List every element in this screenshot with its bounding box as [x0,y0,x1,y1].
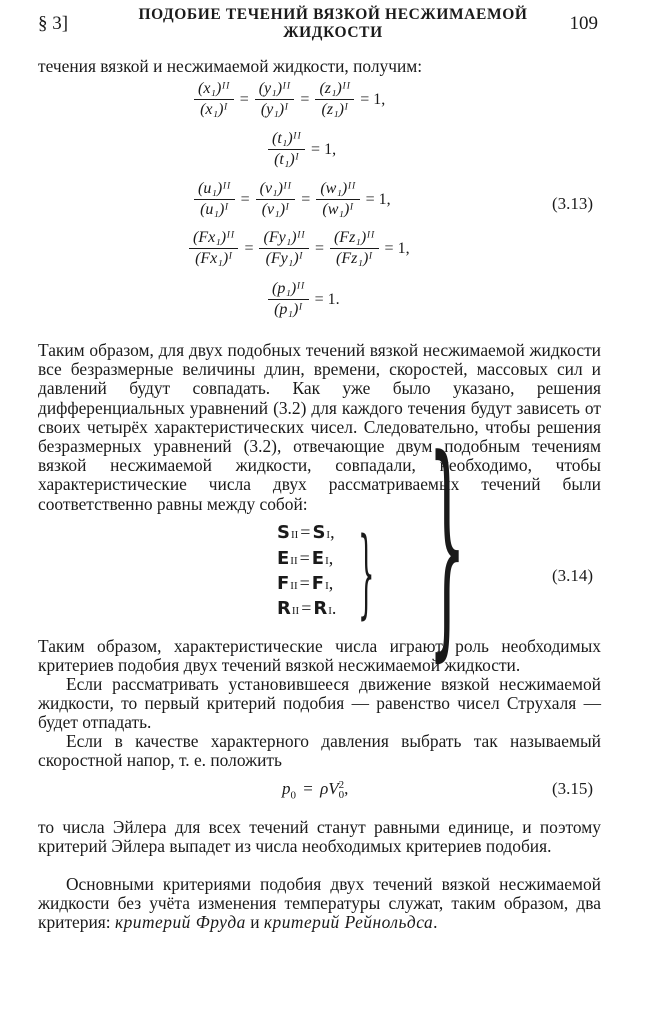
fraction-numerator: (Fz₁)ᴵᴵ [330,229,379,249]
fraction [268,130,305,169]
fraction [315,80,354,119]
rhs-value: 1. [327,290,340,308]
fraction-denominator: (p₁)ᴵ [274,301,303,318]
paragraph-similarity: Таким образом, для двух подобных течений вязкой несжимаемой жидкости все безразмерные величины длин, времени, скоростей, массовых сил и давлений будут совпадать. Как уже было указано, решения дифференциальных уравнений (3.2) для каждого течения будут зависеть от своих четырёх характеристических чисел. Следовательно, чтобы решения безразмерных уравнений (3.2), отвечающие двум подобным течениям вязкой несжимаемой жидкости, совпадали, необходимо, чтобы характеристические числа двух рассматриваемых течений были соответственно равны между собой: [38,340,601,514]
eq313-row [266,280,340,319]
fraction-numerator: (x₁)ᴵᴵ [194,80,234,100]
fraction [259,229,308,268]
fraction-denominator: (w₁)ᴵ [322,201,354,218]
eq314-row [277,573,333,594]
criterion-subscript: I [326,529,331,541]
eq315-v-sub: 0 [338,789,345,802]
eq315-v: V [328,779,339,798]
equals-sign: = [360,90,370,108]
criterion-letter: E [311,548,325,569]
equals-sign: = [239,90,249,108]
eq315-equals: = [303,779,313,798]
eq315-end: , [344,779,349,798]
eq313-row [192,80,385,119]
eq315-lhs-sub: 0 [290,789,296,802]
fraction-denominator: (u₁)ᴵ [200,201,229,218]
fraction-numerator: (z₁)ᴵᴵ [315,80,354,100]
fraction-denominator: (z₁)ᴵ [321,101,349,118]
criterion-letter: S [277,522,290,543]
fraction-numerator: (Fx₁)ᴵᴵ [189,229,238,249]
criterion-subscript: I [328,605,332,617]
page-number: 109 [569,13,598,34]
section-marker: § 3] [38,13,69,34]
fraction-numerator: (t₁)ᴵᴵ [268,130,305,150]
equals-sign: = [300,90,310,108]
equation-number-3-14: (3.14) [552,566,594,585]
fraction-denominator: (Fz₁)ᴵ [336,250,373,267]
criterion-subscript: I [325,555,329,567]
fraction-numerator: (p₁)ᴵᴵ [268,280,309,300]
equals-sign: = [384,239,394,257]
equals-sign: = [301,190,311,208]
criterion-letter: F [311,573,325,594]
fraction-numerator: (y₁)ᴵᴵ [255,80,295,100]
paragraph-pressure: Если в качестве характерного давления выбрать так называемый скоростной напор, т. е. положить [38,731,601,771]
fraction-denominator: (t₁)ᴵ [274,151,299,168]
equals-sign: = [240,190,250,208]
equals-sign: = [311,140,321,158]
term-froude: критерий Фруда [114,912,246,933]
rhs-value: 1, [397,239,410,257]
row-punctuation: , [330,522,335,542]
term-reynolds: критерий Рейнольдса [263,912,434,933]
criterion-letter: E [277,548,290,569]
eq315-lhs: p [282,779,291,798]
fraction [330,229,379,268]
fraction [316,180,359,219]
fraction-numerator: (v₁)ᴵᴵ [256,180,296,200]
criterion-letter: S [312,522,326,543]
equation-number-3-15: (3.15) [552,779,594,798]
running-header [38,6,598,41]
criterion-letter: F [277,573,290,594]
fraction-denominator: (Fx₁)ᴵ [195,250,233,267]
eq313-row [266,130,336,169]
equation-number-3-13: (3.13) [552,194,594,213]
equals-sign: = [314,239,324,257]
equals-sign: = [244,239,254,257]
paragraph-intro: течения вязкой и несжимаемой жидкости, получим: [38,56,423,76]
equals-sign: = [301,598,312,618]
criterion-letter: R [313,598,328,619]
equals-sign: = [365,190,375,208]
equals-sign: = [299,548,310,568]
chapter-title: ПОДОБИЕ ТЕЧЕНИЙ ВЯЗКОЙ НЕСЖИМАЕМОЙ ЖИДКОСТИ [138,6,528,41]
eq314-row [277,522,335,543]
eq315-rho: ρ [320,779,329,798]
row-punctuation: , [328,573,334,593]
fraction [194,180,235,219]
fraction-numerator: (u₁)ᴵᴵ [194,180,235,200]
fraction [268,280,309,319]
equals-sign: = [300,522,311,542]
fraction-numerator: (w₁)ᴵᴵ [316,180,359,200]
fraction [256,180,296,219]
main-criteria-text: Основными критериями подобия двух течений вязкой несжимаемой жидкости без учёта изменения температуры служат, таким образом, два критерия: [38,874,601,933]
eq314-row [277,598,336,619]
criterion-subscript: I [325,580,329,592]
criterion-subscript: II [290,529,299,541]
eq313-row [187,229,410,268]
criterion-subscript: II [290,555,298,567]
paragraph-euler: то числа Эйлера для всех течений станут равными единице, и поэтому критерий Эйлера выпадет из числа необходимых критериев подобия. [38,817,601,857]
eq314-row [277,548,333,569]
rhs-value: 1, [378,190,391,208]
fraction-denominator: (v₁)ᴵ [261,201,290,218]
equation-3-15 [282,779,348,801]
eq313-row [192,180,391,219]
paragraph-steady: Если рассматривать установившееся движение вязкой несжимаемой жидкости, то первый критерий подобия — равенство чисел Струхаля — будет отпадать. [38,674,601,733]
equals-sign: = [314,290,324,308]
right-brace: } [428,411,467,685]
row-punctuation: . [331,598,337,618]
eq315-v-sup: 2 [338,779,345,792]
rhs-value: 1, [324,140,337,158]
row-punctuation: , [328,548,334,568]
fraction-denominator: (y₁)ᴵ [260,101,289,118]
criterion-subscript: II [291,605,300,617]
paragraph-main-criteria [38,875,601,933]
equals-sign: = [299,573,310,593]
paragraph-criteria: Таким образом, характеристические числа играют роль необходимых критериев подобия двух течений вязкой несжимаемой жидкости. [38,636,601,676]
fraction [255,80,295,119]
fraction-denominator: (Fy₁)ᴵ [265,250,303,267]
criterion-subscript: II [290,580,298,592]
fraction [189,229,238,268]
criterion-letter: R [277,598,291,619]
final-period: . [433,912,438,933]
fraction-denominator: (x₁)ᴵ [200,101,228,118]
conjunction: и [250,912,260,933]
right-brace-small: } [358,521,375,632]
fraction-numerator: (Fy₁)ᴵᴵ [259,229,308,249]
fraction [194,80,234,119]
rhs-value: 1, [373,90,386,108]
